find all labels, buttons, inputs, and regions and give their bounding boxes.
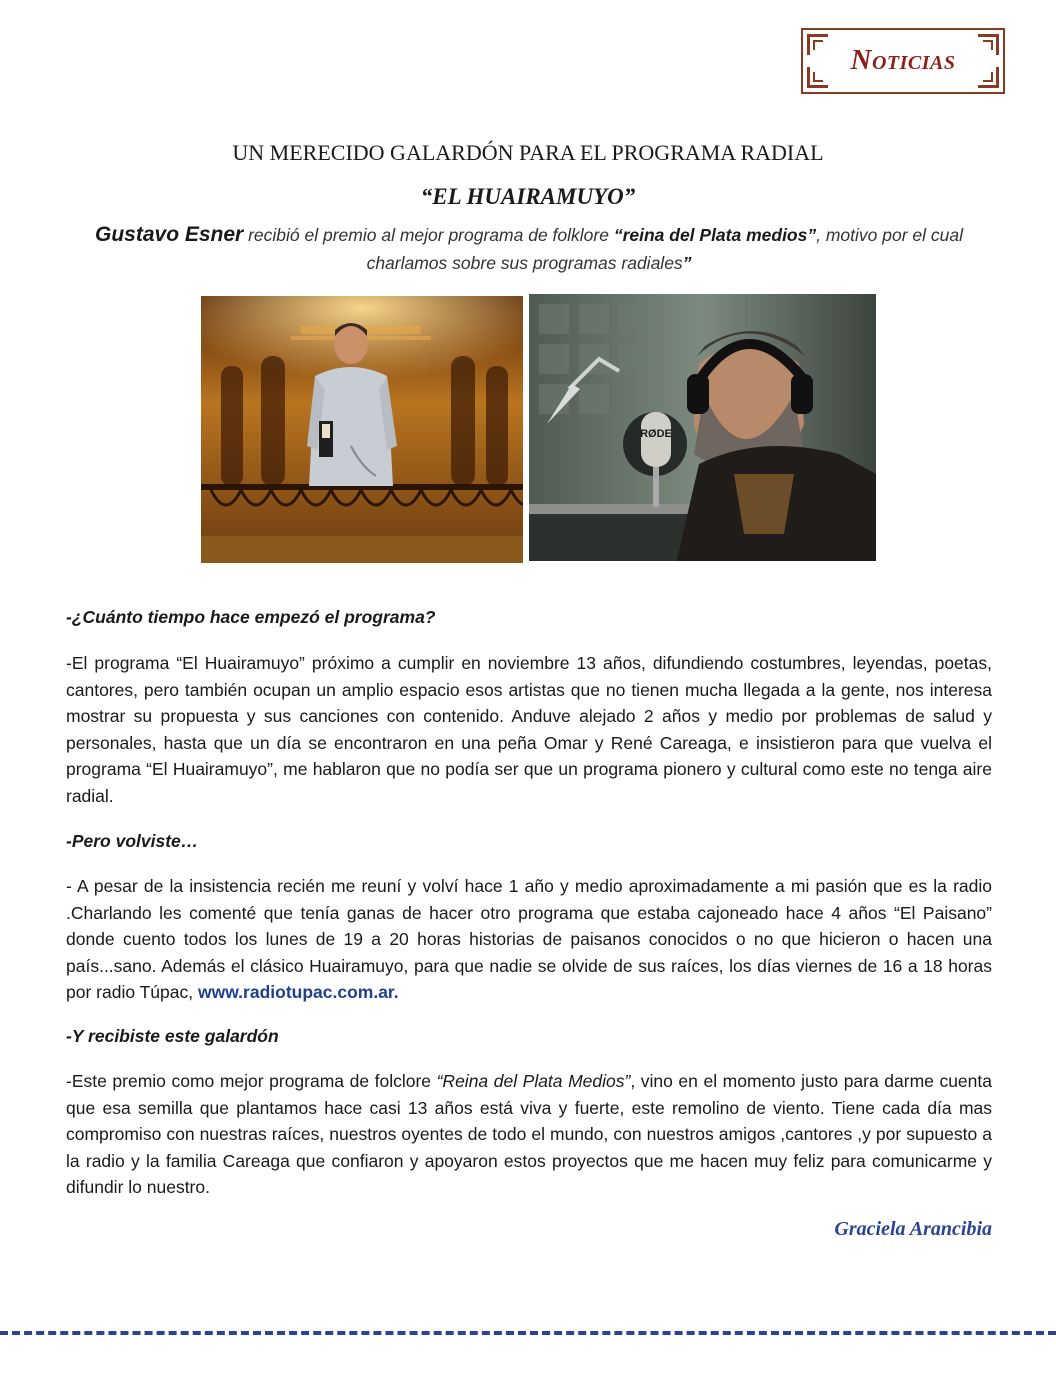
award-name: “Reina del Plata Medios” — [436, 1071, 631, 1091]
answer-2 — [66, 873, 992, 1006]
answer-3 — [66, 1068, 992, 1201]
answer-3-text: , vino en el momento justo para darme cuenta que esa semilla que plantamos hace casi 13 años está viva y fuerte, este remolino de viento. Tiene cada día mas compromiso con nuestras raíces, nuestros oyentes de todo el mundo, con nuestros amigos ,cantores ,y por supuesto a la radio y la familia Careaga que confiaron y apoyaron estos proyectos que me hacen muy feliz para comunicarme y difundir lo nuestro. — [66, 1071, 992, 1197]
question-2: -Pero volviste… — [66, 831, 199, 851]
answer-3-text: -Este premio como mejor programa de folclore — [66, 1071, 437, 1091]
answer-2-text: - A pesar de la insistencia recién me reuní y volví hace 1 año y medio aproximadamente a mi pasión que es la radio .Charlando les comenté que tenía ganas de hacer otro programa que estaba cajoneado hace 4 años “El Paisano” donde cuento todos los lunes de 19 a 20 horas historias de paisanos conocidos o no que hicieron o hacen una país...sano. Además el clásico Huairamuyo, para que nadie se olvide de sus raíces, los días viernes de 16 a 18 horas por radio Túpac, — [66, 876, 992, 1002]
author-signature: Graciela Arancibia — [834, 1218, 992, 1240]
question-3: -Y recibiste este galardón — [66, 1026, 279, 1046]
interviewee-name: Gustavo Esner — [95, 223, 244, 246]
article-title: UN MERECIDO GALARDÓN PARA EL PROGRAMA RADIAL — [232, 140, 824, 165]
award-name: “reina del Plata medios” — [613, 225, 817, 245]
photo-studio-microphone — [529, 294, 876, 561]
subtitle-text: , motivo por el cual charlamos sobre sus programas radiales — [366, 225, 963, 273]
subtitle-close-quote: ” — [682, 253, 692, 273]
article-subtitle — [66, 221, 992, 277]
question-1: -¿Cuánto tiempo hace empezó el programa? — [66, 607, 436, 627]
answer-1: -El programa “El Huairamuyo” próximo a cumplir en noviembre 13 años, difundiendo costumbres, leyendas, poetas, cantores, pero también ocupan un amplio espacio esos artistas que no tienen mucha llegada a la gente, nos interesa mostrar su propuesta y sus canciones con contenido. Anduve alejado 2 años y medio por problemas de salud y personales, hasta que un día se encontraron en una peña Omar y René Careaga, e insistieron para que vuelva el programa “El Huairamuyo”, me hablaron que no podía ser que un programa pionero y cultural como este no tenga aire radial. — [66, 653, 992, 806]
program-name: “EL HUAIRAMUYO” — [420, 184, 636, 209]
section-label: Noticias — [850, 44, 956, 76]
subtitle-text: recibió el premio al mejor programa de folklore — [243, 225, 614, 245]
photo-award-holder — [201, 296, 523, 563]
footer-divider — [0, 1331, 1056, 1335]
section-badge — [801, 28, 1005, 94]
radio-website-link[interactable]: www.radiotupac.com.ar. — [197, 982, 399, 1002]
mic-brand-label: RØDE — [640, 428, 672, 440]
